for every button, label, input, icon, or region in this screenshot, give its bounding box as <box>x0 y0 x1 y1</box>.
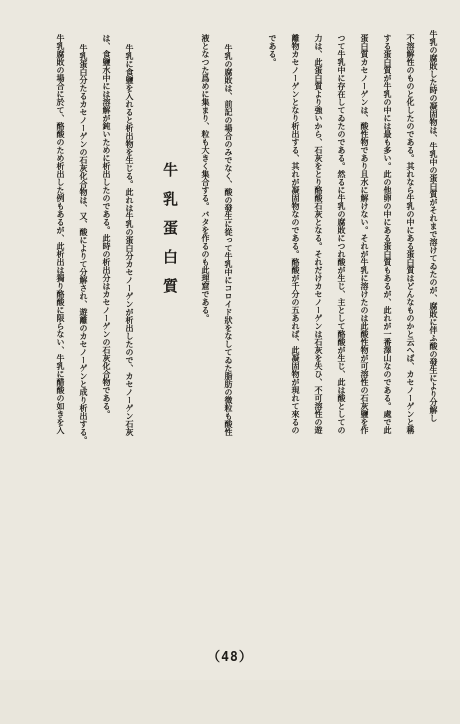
text-line: である。 <box>268 34 278 66</box>
page-number: （48） <box>207 650 253 665</box>
text-line: 離物カセノーゲンとなり析出する、其れが凝固物なのである。酪酸が千分の五あれば、此凝固物が現れて來るの <box>291 34 301 434</box>
text-line: 蛋白質カセノーゲンは、酸性物であり且水に解けない。それが牛乳に溶けたのは此酸性物が可溶性の石灰鹽を作 <box>360 34 370 434</box>
text-line: 牛乳腐敗の場合に於て、酪酸のため析出した例もあるが、此析出は獨り酪酸に限らない、牛乳に醋酸の如きを入 <box>56 34 66 434</box>
section-heading: 牛乳蛋白質 <box>161 162 179 307</box>
text-line: 液となつた爲めに集まり、粒も大きく集合する。バタを作るのも此理窟である。 <box>201 34 211 322</box>
text-line: は、食鹽水中には溶解が鈍いために析出したのである。此時の析出分はカセノーゲンの石灰化合物である。 <box>102 34 112 418</box>
text-line: 牛乳の腐敗は、前記の場合のみでなく、酸の發生に從って牛乳中にコロイド狀をなしてゐた脂肪の微粒も酸性 <box>224 44 234 436</box>
text-line: 牛乳に食鹽を入れると析出物を生じる。此れは牛乳の蛋白分カセノーゲンが析出したので、カセノーゲン石灰 <box>125 44 135 436</box>
text-line: 牛乳の腐敗した時の凝固物は、牛乳中の蛋白質がそれまで溶けてゐたのが、腐敗に伴ふ酸の發生により分解し <box>429 30 439 422</box>
text-line: つて牛乳中に存在してゐたのである。然るに牛乳の腐敗につれ酸が生じ、主として酪酸が生じ、此は酸としての <box>337 34 347 434</box>
text-line: する蛋白質が牛乳の中には最も多い。此の他卵の中にある蛋白質もあるが、此れが一番澤山なのである。處で此 <box>383 34 393 434</box>
text-line: 不溶解性のものと化したのである。其れなら牛乳の中にある蛋白質はどんなものかと云へば、カセノーゲンと稱 <box>406 34 416 434</box>
text-line: 牛乳蛋白分たるカセノーゲンの石灰化合物は、又、酸によりて分解され、遊離のカセノーゲンと成り析出する。 <box>79 44 89 444</box>
text-line: 力は、此蛋白質より強いから、石灰をとり酪酸石灰となる。それだけカセノーゲンは石灰を失ひ、不可溶性の遊 <box>314 34 324 434</box>
